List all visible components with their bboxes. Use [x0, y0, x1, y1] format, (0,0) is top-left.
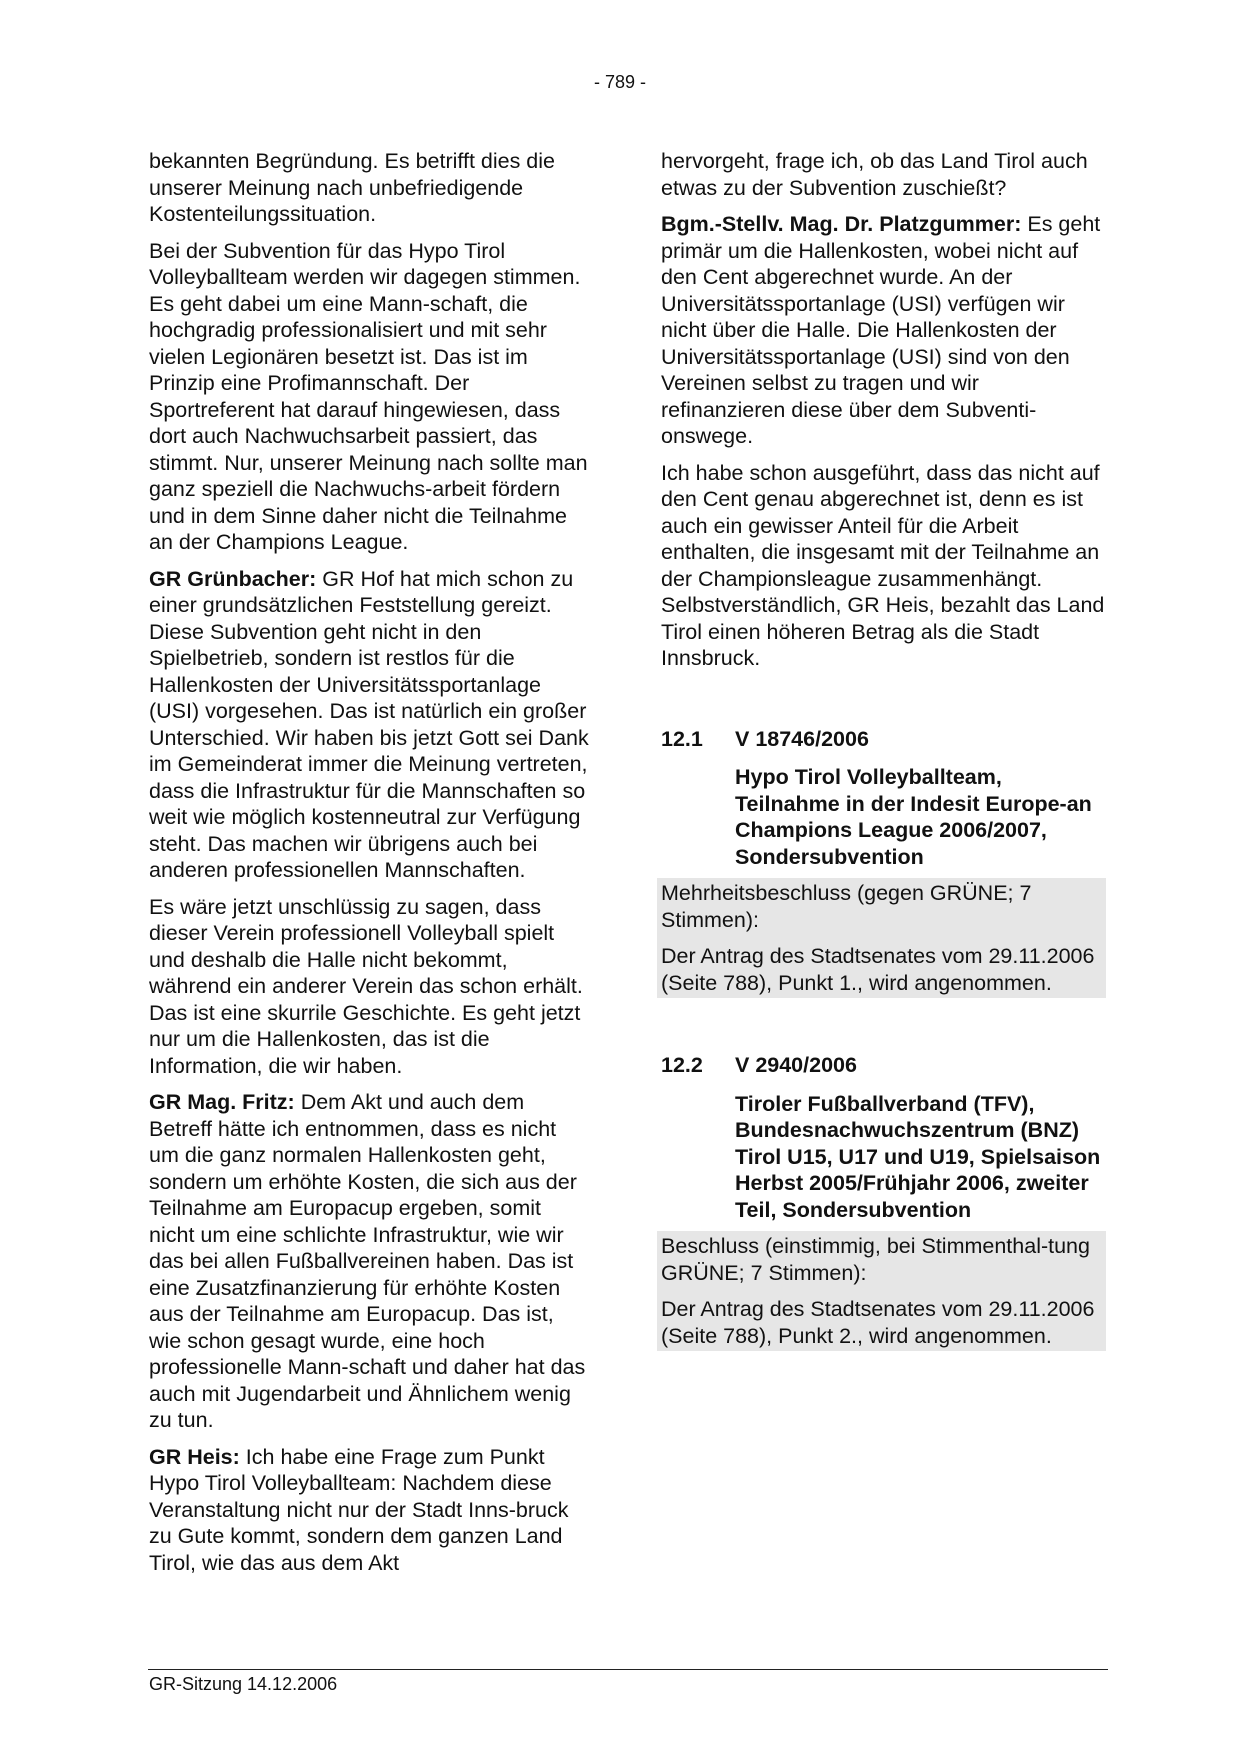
- paragraph: [149, 238, 589, 556]
- paragraph-text: Es geht primär um die Hallenkosten, wobei nicht auf den Cent abgerechnet wurde. An der Universitätssportanlage (USI) verfügen wir nicht über die Halle. Die Hallenkosten der Universitätssportanlage (USI) sind von den Vereinen selbst zu tragen und wir refinanzieren diese über dem Subventi-onswege.: [661, 212, 1101, 448]
- resolution-text: Der Antrag des Stadtsenates vom 29.11.2006 (Seite 788), Punkt 2., wird angenommen.: [661, 1297, 1095, 1348]
- item-heading: [661, 1052, 1106, 1079]
- paragraph: [149, 148, 589, 228]
- item-number: 12.1: [661, 726, 703, 751]
- agenda-item-12-1: [661, 726, 1106, 999]
- left-column: [149, 148, 589, 1586]
- speaker-name: GR Heis:: [149, 1444, 240, 1469]
- paragraph: [149, 1444, 589, 1577]
- page-number: - 789 -: [593, 72, 647, 92]
- footer-divider: [148, 1669, 1108, 1670]
- paragraph: [661, 211, 1106, 450]
- right-column: [661, 148, 1106, 1351]
- paragraph: [149, 894, 589, 1080]
- paragraph-text: Bei der Subvention für das Hypo Tirol Volleyballteam werden wir dagegen stimmen. Es geht dabei um eine Mann-schaft, die hochgradig professionalisiert und mit sehr vielen Legionären besetzt ist. Das ist im Prinzip eine Profimannschaft. Der Sportreferent hat darauf hingewiesen, dass dort auch Nachwuchsarbeit passiert, das stimmt. Nur, unserer Meinung nach sollte man ganz speziell die Nachwuchs-arbeit fördern und in dem Sinne daher nicht die Teilnahme an der Champions League.: [149, 238, 588, 554]
- paragraph-text: bekannten Begründung. Es betrifft dies die unserer Meinung nach unbefriedigende Kostenteilungssituation.: [149, 149, 556, 226]
- paragraph: [661, 460, 1106, 672]
- agenda-item-12-2: [661, 1052, 1106, 1351]
- decision-box: [657, 1231, 1106, 1351]
- item-reference: V 18746/2006: [735, 726, 869, 751]
- decision-text: Beschluss (einstimmig, bei Stimmenthal-tung GRÜNE; 7 Stimmen):: [661, 1234, 1090, 1285]
- speaker-name: GR Grünbacher:: [149, 566, 317, 591]
- footer-session-date: GR-Sitzung 14.12.2006: [149, 1674, 338, 1694]
- item-title: Hypo Tirol Volleyballteam, Teilnahme in der Indesit Europe-an Champions League 2006/2007, Sondersubvention: [735, 765, 1092, 869]
- paragraph-text: Ich habe eine Frage zum Punkt Hypo Tirol Volleyballteam: Nachdem diese Veranstaltung nicht nur der Stadt Inns-bruck zu Gute kommt, sondern dem ganzen Land Tirol, wie das aus dem Akt: [149, 1444, 569, 1575]
- paragraph: [149, 1089, 589, 1434]
- paragraph-text: hervorgeht, frage ich, ob das Land Tirol auch etwas zu der Subvention zuschießt?: [661, 149, 1088, 200]
- resolution-text: Der Antrag des Stadtsenates vom 29.11.2006 (Seite 788), Punkt 1., wird angenommen.: [661, 944, 1095, 995]
- item-title: Tiroler Fußballverband (TFV), Bundesnachwuchszentrum (BNZ) Tirol U15, U17 und U19, Spielsaison Herbst 2005/Frühjahr 2006, zweiter Teil, Sondersubvention: [735, 1091, 1101, 1222]
- item-number: 12.2: [661, 1053, 703, 1077]
- speaker-name: Bgm.-Stellv. Mag. Dr. Platzgummer:: [661, 212, 1022, 236]
- paragraph-text: Dem Akt und auch dem Betreff hätte ich entnommen, dass es nicht um die ganz normalen Hallenkosten geht, sondern um erhöhte Kosten, die sich aus der Teilnahme am Europacup ergeben, somit nicht um eine schlichte Infrastruktur, wie wir das bei allen Fußballvereinen haben. Das ist eine Zusatzfinanzierung für erhöhte Kosten aus der Teilnahme am Europacup. Das ist, wie schon gesagt wurde, eine hoch professionelle Mann-schaft und daher hat das auch mit Jugendarbeit und Ähnlichem wenig zu tun.: [149, 1090, 586, 1432]
- speaker-name: GR Mag. Fritz:: [149, 1090, 295, 1114]
- item-reference: V 2940/2006: [735, 1053, 857, 1077]
- paragraph: [661, 148, 1106, 201]
- paragraph-text: Ich habe schon ausgeführt, dass das nicht auf den Cent genau abgerechnet ist, denn es ist auch ein gewisser Anteil für die Arbeit enthalten, die insgesamt mit der Teilnahme an der Championsleague zusammenhängt. Selbstverständlich, GR Heis, bezahlt das Land Tirol einen höheren Betrag als die Stadt Innsbruck.: [661, 460, 1105, 670]
- paragraph-text: GR Hof hat mich schon zu einer grundsätzlichen Feststellung gereizt. Diese Subvention geht nicht in den Spielbetrieb, sondern ist restlos für die Hallenkosten der Universitätssportanlage (USI) vorgesehen. Das ist natürlich ein großer Unterschied. Wir haben bis jetzt Gott sei Dank im Gemeinderat immer die Meinung vertreten, dass die Infrastruktur für die Mannschaften so weit wie möglich kostenneutral zur Verfügung steht. Das machen wir übrigens auch bei anderen professionellen Mannschaften.: [149, 566, 589, 882]
- decision-text: Mehrheitsbeschluss (gegen GRÜNE; 7 Stimmen):: [661, 881, 1032, 932]
- paragraph-text: Es wäre jetzt unschlüssig zu sagen, dass dieser Verein professionell Volleyball spielt und deshalb die Halle nicht bekommt, während ein anderer Verein das schon erhält. Das ist eine skurrile Geschichte. Es geht jetzt nur um die Hallenkosten, das ist die Information, die wir haben.: [149, 894, 583, 1078]
- item-heading: [661, 726, 1106, 753]
- paragraph: [149, 566, 589, 884]
- decision-box: [657, 878, 1106, 998]
